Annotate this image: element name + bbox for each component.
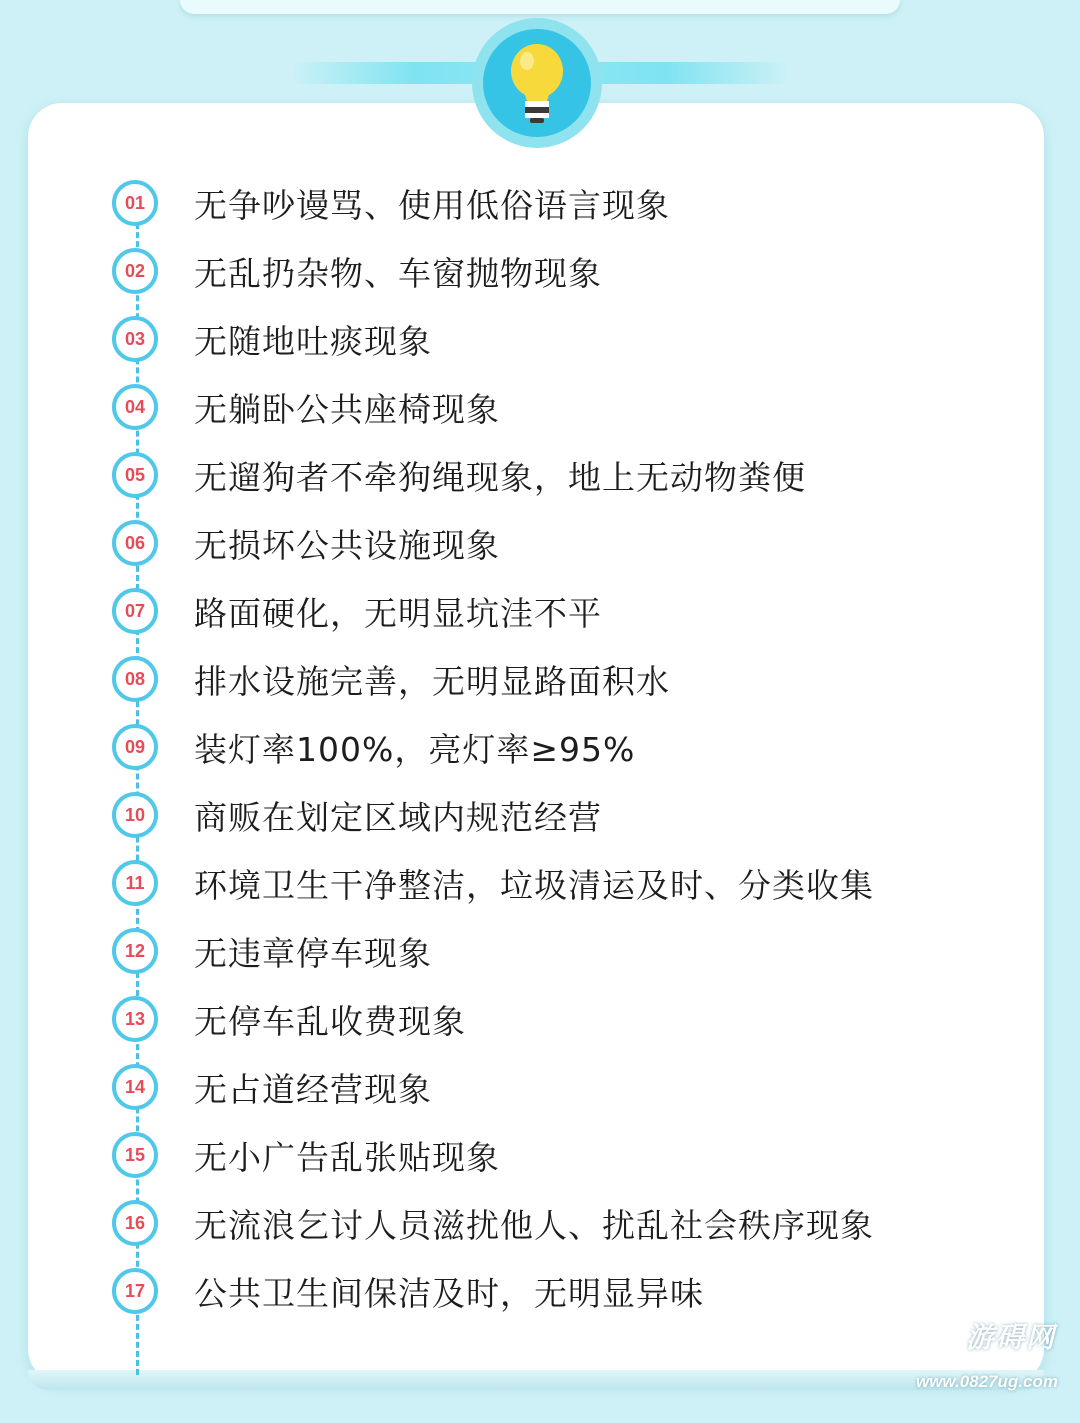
item-text: 无小广告乱张贴现象: [194, 1137, 500, 1177]
list-item: [112, 585, 602, 637]
item-text: 环境卫生干净整洁，垃圾清运及时、分类收集: [194, 865, 874, 905]
item-text: 无随地吐痰现象: [194, 321, 432, 361]
top-decoration-strip: [180, 0, 900, 14]
item-text: 无乱扔杂物、车窗抛物现象: [194, 253, 602, 293]
item-text: 排水设施完善，无明显路面积水: [194, 661, 670, 701]
list-item: [112, 653, 670, 705]
item-number-badge: 02: [112, 248, 158, 294]
item-number-badge: 13: [112, 996, 158, 1042]
list-item: [112, 177, 670, 229]
item-number-badge: 14: [112, 1064, 158, 1110]
item-text: 路面硬化，无明显坑洼不平: [194, 593, 602, 633]
item-number-badge: 10: [112, 792, 158, 838]
watermark-name: 游碍网: [965, 1322, 1056, 1353]
item-number-badge: 17: [112, 1268, 158, 1314]
list-item: [112, 1265, 704, 1317]
item-text: 无占道经营现象: [194, 1069, 432, 1109]
list-item: [112, 449, 806, 501]
list-item: [112, 245, 602, 297]
item-number-badge: 16: [112, 1200, 158, 1246]
list-item: [112, 1061, 432, 1113]
item-number-badge: 11: [112, 860, 158, 906]
item-text: 公共卫生间保洁及时，无明显异味: [194, 1273, 704, 1313]
item-text: 无违章停车现象: [194, 933, 432, 973]
item-text: 无停车乱收费现象: [194, 1001, 466, 1041]
list-item: [112, 1129, 500, 1181]
item-text: 商贩在划定区域内规范经营: [194, 797, 602, 837]
item-number-badge: 06: [112, 520, 158, 566]
list-item: [112, 857, 874, 909]
list-item: [112, 721, 635, 773]
item-number-badge: 01: [112, 180, 158, 226]
item-text: 无流浪乞讨人员滋扰他人、扰乱社会秩序现象: [194, 1205, 874, 1245]
item-number-badge: 03: [112, 316, 158, 362]
item-number-badge: 09: [112, 724, 158, 770]
item-number-badge: 08: [112, 656, 158, 702]
item-text: 装灯率100%，亮灯率≥95%: [194, 729, 636, 769]
site-watermark: [915, 1322, 1058, 1391]
item-number-badge: 12: [112, 928, 158, 974]
list-item: [112, 925, 432, 977]
list-item: [112, 517, 500, 569]
list-item: [112, 993, 466, 1045]
list-item: [112, 1197, 874, 1249]
item-number-badge: 04: [112, 384, 158, 430]
watermark-url: www.0827ug.com: [915, 1372, 1058, 1391]
item-text: 无躺卧公共座椅现象: [194, 389, 500, 429]
list-item: [112, 789, 602, 841]
item-text: 无损坏公共设施现象: [194, 525, 500, 565]
lightbulb-badge: [472, 18, 602, 148]
card-bottom-edge: [28, 1370, 1044, 1390]
item-number-badge: 07: [112, 588, 158, 634]
list-item: [112, 381, 500, 433]
item-number-badge: 15: [112, 1132, 158, 1178]
item-text: 无遛狗者不牵狗绳现象，地上无动物粪便: [194, 457, 806, 497]
item-number-badge: 05: [112, 452, 158, 498]
list-item: [112, 313, 432, 365]
item-text: 无争吵谩骂、使用低俗语言现象: [194, 185, 670, 225]
lightbulb-icon: [505, 41, 569, 125]
